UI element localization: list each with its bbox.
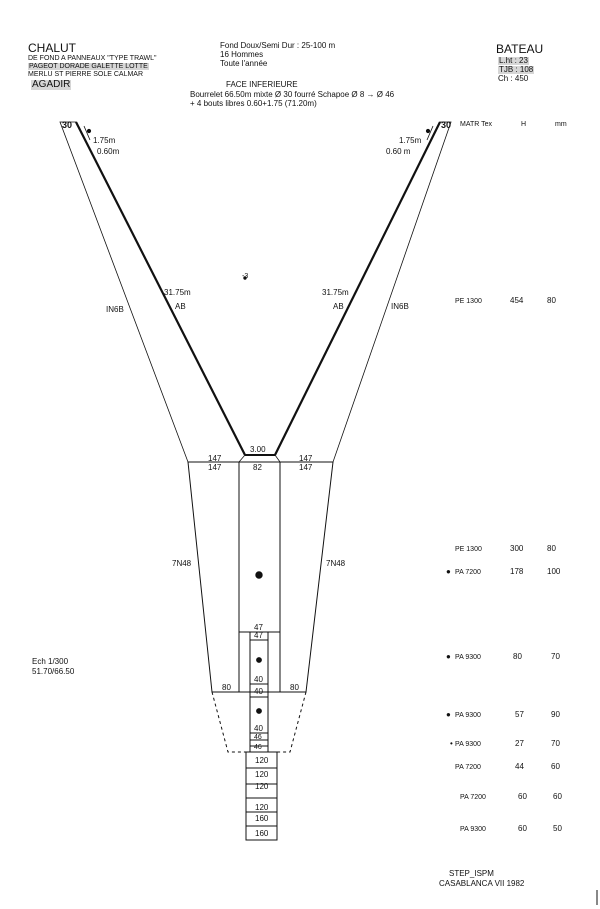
cut-body-left: 7N48	[172, 559, 192, 568]
species-line-2: MERLU ST PIERRE SOLE CALMAR	[28, 71, 144, 78]
belly-46-b: 46	[254, 744, 262, 751]
codend-1: 120	[255, 756, 269, 765]
mesh-marker-dot	[257, 658, 262, 663]
codend-4: 120	[255, 803, 269, 812]
tip-length-right: 1.75m	[399, 136, 422, 145]
codend-panel	[246, 752, 277, 840]
col-material: MATR Tex	[460, 121, 493, 128]
belly-center-meshes: 82	[253, 463, 262, 472]
belly-40-c: 40	[254, 724, 263, 733]
net-type: DE FOND A PANNEAUX "TYPE TRAWL"	[28, 55, 157, 62]
right-body-panel	[280, 462, 333, 692]
side-80-left: 80	[222, 683, 231, 692]
side-80-right: 80	[290, 683, 299, 692]
net-title: CHALUT	[28, 41, 77, 55]
wing-mesh-right: 30	[441, 120, 452, 130]
joint-left-top: 147	[208, 454, 222, 463]
cut-wing-right: IN6B	[391, 302, 409, 311]
right-headline	[275, 122, 440, 455]
joint-right-top: 147	[299, 454, 313, 463]
tip-extension-left: 0.60m	[97, 147, 120, 156]
belly-47-bottom: 47	[254, 631, 263, 640]
lower-face-title: FACE INFERIEURE	[226, 80, 298, 89]
wing-length-left: 31.75m	[164, 288, 191, 297]
belly-46-a: 46	[254, 734, 262, 741]
right-wing-outline	[275, 122, 451, 462]
belly-40-a: 40	[254, 675, 263, 684]
cut-wing-left: IN6B	[106, 305, 124, 314]
mesh-marker-dot	[257, 709, 262, 714]
conditions-line-3: Toute l'année	[220, 59, 268, 68]
lower-face-line-1: Bourrelet 66.50m mixte Ø 30 fourré Schapoe Ø 8 → Ø 46	[190, 90, 395, 99]
boat-length: L.ht : 23	[499, 56, 528, 65]
scale-lengths: 51.70/66.50	[32, 667, 75, 676]
wing-mesh-left: 30	[62, 120, 73, 130]
port-name: AGADIR	[32, 79, 71, 90]
joint-right-bottom: 147	[299, 463, 313, 472]
codend-6: 160	[255, 829, 269, 838]
belly-47-top: 47	[254, 623, 263, 632]
boat-tonnage: TJB : 108	[499, 65, 534, 74]
lower-face-line-2: + 4 bouts libres 0.60+1.75 (71.20m)	[190, 99, 317, 108]
tip-extension-right: 0.60 m	[386, 147, 411, 156]
col-h: H	[521, 121, 527, 128]
codend-3: 120	[255, 782, 269, 791]
joint-left-bottom: 147	[208, 463, 222, 472]
footer-place-date: CASABLANCA VII 1982	[439, 879, 525, 888]
ab-right: AB	[333, 302, 344, 311]
left-headline	[76, 122, 245, 455]
codend-5: 160	[255, 814, 269, 823]
col-mm: mm	[555, 121, 567, 128]
footer-institute: STEP_ISPM	[449, 869, 494, 878]
conditions-line-2: 16 Hommes	[220, 50, 264, 59]
tip-length-left: 1.75m	[93, 136, 116, 145]
mesh-marker-dot	[256, 572, 262, 578]
ab-left: AB	[175, 302, 186, 311]
wing-length-right: 31.75m	[322, 288, 349, 297]
boat-power: Ch : 450	[498, 74, 529, 83]
cut-body-right: 7N48	[326, 559, 346, 568]
boat-title: BATEAU	[496, 42, 544, 56]
scale-ratio: Ech 1/300	[32, 657, 69, 666]
conditions-line-1: Fond Doux/Semi Dur : 25-100 m	[220, 41, 336, 50]
bosom-length: 3.00	[250, 445, 266, 454]
codend-2: 120	[255, 770, 269, 779]
left-wing-outline	[60, 122, 245, 462]
belly-40-b: 40	[254, 687, 263, 696]
species-line-1: PAGEOT DORADE GALETTE LOTTE	[29, 63, 148, 70]
center-mark: -3	[242, 273, 249, 280]
left-body-panel	[188, 462, 239, 692]
